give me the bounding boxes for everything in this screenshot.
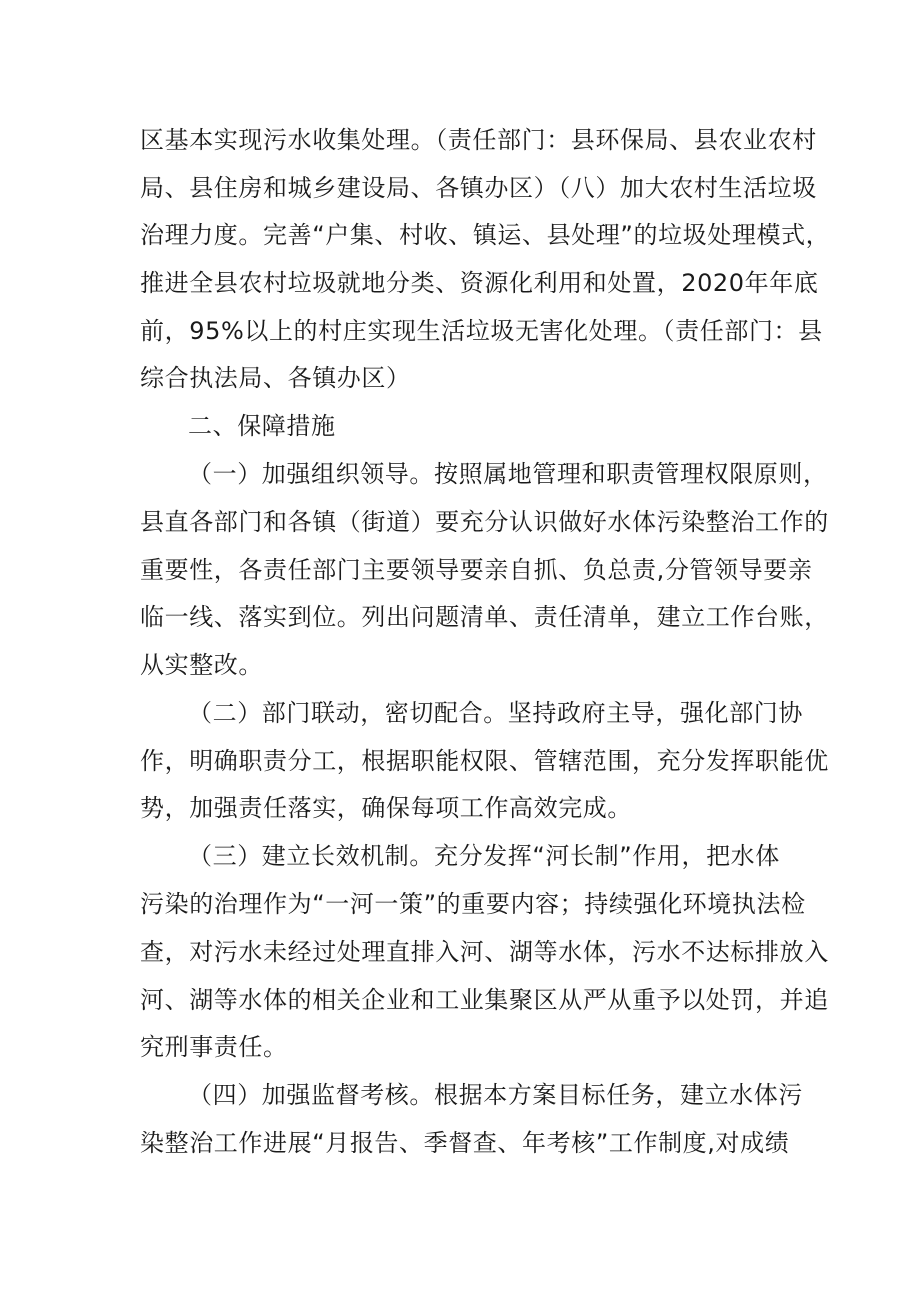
body-text-line: 前，95%以上的村庄实现生活垃圾无害化处理。（责任部门：县 bbox=[140, 317, 823, 345]
body-text-line: 污染的治理作为“一河一策”的重要内容；持续强化环境执法检 bbox=[140, 890, 806, 918]
body-text-line: 查，对污水未经过处理直排入河、湖等水体，污水不达标排放入 bbox=[140, 938, 829, 966]
body-text-line: （四）加强监督考核。根据本方案目标任务，建立水体污 bbox=[188, 1081, 803, 1109]
body-text-line: 重要性，各责任部门主要领导要亲自抓、负总责,分管领导要亲 bbox=[140, 556, 813, 584]
body-text-line: 临一线、落实到位。列出问题清单、责任清单，建立工作台账， bbox=[140, 603, 829, 631]
body-text-line: 势，加强责任落实，确保每项工作高效完成。 bbox=[140, 794, 632, 822]
body-text-line: 河、湖等水体的相关企业和工业集聚区从严从重予以处罚，并追 bbox=[140, 986, 829, 1014]
section-heading: 二、保障措施 bbox=[188, 412, 336, 440]
body-text-line: 局、县住房和城乡建设局、各镇办区）（八）加大农村生活垃圾 bbox=[140, 174, 817, 202]
body-text-line: 推进全县农村垃圾就地分类、资源化利用和处置，2020年年底 bbox=[140, 269, 819, 297]
body-text-line: 染整治工作进展“月报告、季督查、年考核”工作制度,对成绩 bbox=[140, 1129, 790, 1157]
body-text-line: （二）部门联动，密切配合。坚持政府主导，强化部门协 bbox=[188, 699, 803, 727]
body-text-line: 治理力度。完善“户集、村收、镇运、县处理”的垃圾处理模式， bbox=[140, 221, 831, 249]
body-text-line: 县直各部门和各镇（街道）要充分认识做好水体污染整治工作的 bbox=[140, 508, 829, 536]
body-text-line: 从实整改。 bbox=[140, 651, 263, 679]
body-text-line: （一）加强组织领导。按照属地管理和职责管理权限原则， bbox=[188, 460, 828, 488]
body-text-line: 区基本实现污水收集处理。（责任部门：县环保局、县农业农村 bbox=[140, 126, 817, 154]
body-text-line: 综合执法局、各镇办区） bbox=[140, 364, 411, 392]
body-text-line: 作，明确职责分工，根据职能权限、管辖范围，充分发挥职能优 bbox=[140, 747, 829, 775]
body-text-line: 究刑事责任。 bbox=[140, 1033, 288, 1061]
body-text-line: （三）建立长效机制。充分发挥“河长制”作用，把水体 bbox=[188, 842, 780, 870]
